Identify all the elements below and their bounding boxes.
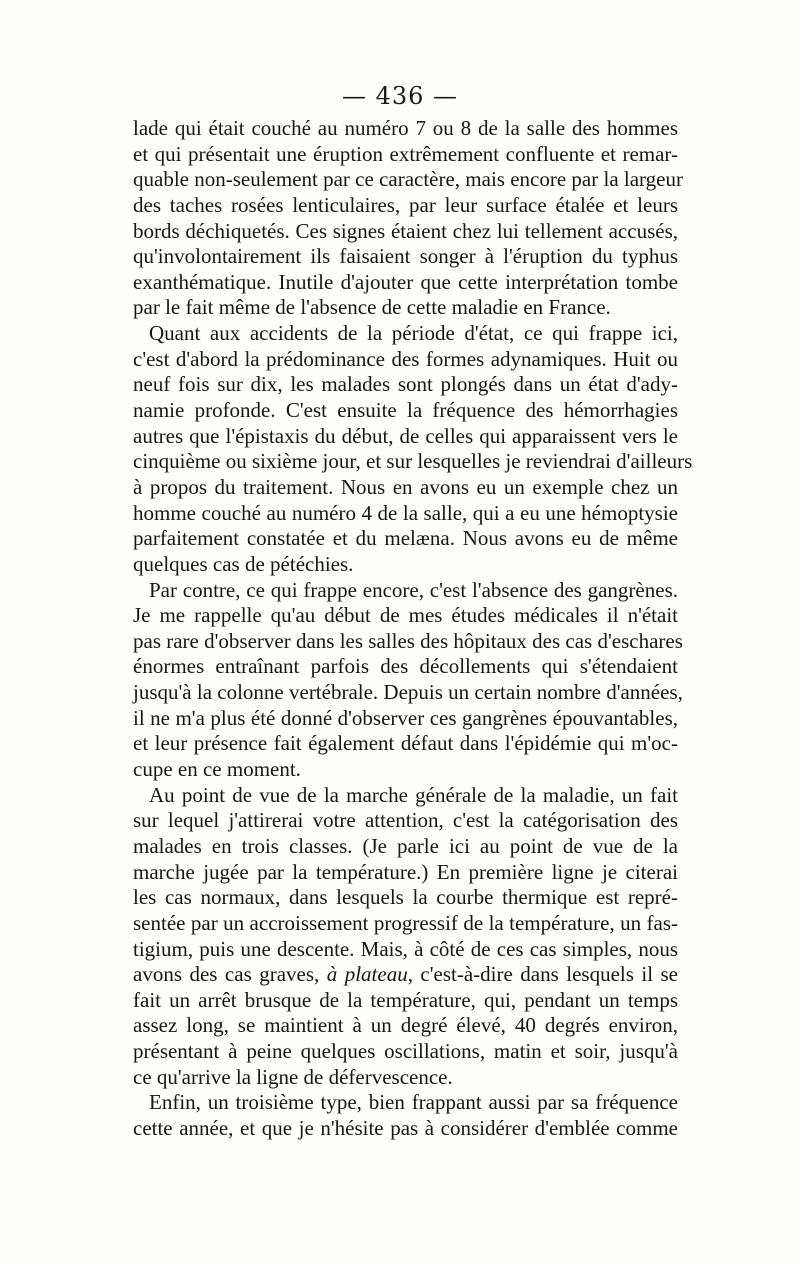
text-line: homme couché au numéro 4 de la salle, qui a eu une hémoptysie: [133, 500, 678, 525]
body-text: [133, 116, 693, 1142]
text-line: Je me rappelle qu'au début de mes études médicales il n'était: [133, 603, 678, 628]
text-line: namie profonde. C'est ensuite la fréquence des hémorrhagies: [133, 398, 678, 423]
text-line: assez long, se maintient à un degré élevé, 40 degrés environ,: [133, 1013, 678, 1038]
text-line: les cas normaux, dans lesquels la courbe thermique est repré-: [133, 885, 678, 910]
text-line: il ne m'a plus été donné d'observer ces gangrènes épouvantables,: [133, 705, 678, 730]
text-line: cette année, et que je n'hésite pas à considérer d'emblée comme: [133, 1115, 678, 1140]
text-line: fait un arrêt brusque de la température, qui, pendant un temps: [133, 987, 678, 1012]
text-line: et qui présentait une éruption extrêmement confluente et remar-: [133, 141, 678, 166]
text-segment: , c'est-à-dire dans lesquels il se: [407, 962, 678, 987]
text-line: par le fait même de l'absence de cette maladie en France.: [133, 295, 611, 320]
text-line: énormes entraînant parfois des décollements qui s'étendaient: [133, 654, 678, 679]
text-line: sentée par un accroissement progressif de la température, un fas-: [133, 910, 678, 935]
text-line: présentant à peine quelques oscillations, matin et soir, jusqu'à: [133, 1039, 678, 1064]
text-line: à propos du traitement. Nous en avons eu un exemple chez un: [133, 474, 678, 499]
paragraph-start-line: Au point de vue de la marche générale de la maladie, un fait: [149, 782, 678, 807]
text-line: ce qu'arrive la ligne de défervescence.: [133, 1064, 453, 1089]
text-line: cinquième ou sixième jour, et sur lesquelles je reviendrai d'ailleurs: [133, 449, 693, 474]
text-line: quelques cas de pétéchies.: [133, 551, 354, 576]
text-line: exanthématique. Inutile d'ajouter que cette interprétation tombe: [133, 269, 678, 294]
text-line: bords déchiquetés. Ces signes étaient chez lui tellement accusés,: [133, 218, 678, 243]
text-line: pas rare d'observer dans les salles des hôpitaux des cas d'eschares: [133, 628, 683, 653]
text-line: quable non-seulement par ce caractère, mais encore par la largeur: [133, 167, 683, 192]
text-line: malades en trois classes. (Je parle ici au point de vue de la: [133, 833, 678, 858]
text-line: qu'involontairement ils faisaient songer à l'éruption du typhus: [133, 244, 678, 269]
text-line: cupe en ce moment.: [133, 757, 301, 782]
text-line: parfaitement constatée et du melæna. Nous avons eu de même: [133, 526, 678, 551]
text-line: tigium, puis une descente. Mais, à côté de ces cas simples, nous: [133, 936, 678, 961]
text-line: des taches rosées lenticulaires, par leur surface étalée et leurs: [133, 192, 678, 217]
text-line: lade qui était couché au numéro 7 ou 8 de la salle des hommes: [133, 116, 678, 140]
text-line: autres que l'épistaxis du début, de celles qui apparaissent vers le: [133, 423, 678, 448]
text-line: jusqu'à la colonne vertébrale. Depuis un certain nombre d'années,: [133, 680, 683, 705]
italic-term: à plateau: [326, 962, 408, 987]
text-line: marche jugée par la température.) En première ligne je citerai: [133, 859, 678, 884]
paragraph-start-line: Enfin, un troisième type, bien frappant aussi par sa fréquence: [149, 1090, 678, 1115]
text-segment: avons des cas graves,: [133, 962, 327, 987]
paragraph-start-line: Par contre, ce qui frappe encore, c'est l'absence des gangrènes.: [149, 577, 678, 602]
text-line: et leur présence fait également défaut dans l'épidémie qui m'oc-: [133, 731, 678, 756]
text-line: c'est d'abord la prédominance des formes adynamiques. Huit ou: [133, 346, 678, 371]
paragraph-start-line: Quant aux accidents de la période d'état, ce qui frappe ici,: [149, 321, 678, 346]
page-number: — 436 —: [341, 82, 459, 110]
text-line: neuf fois sur dix, les malades sont plongés dans un état d'ady-: [133, 372, 678, 397]
text-line-with-italic: [133, 962, 678, 988]
text-line: sur lequel j'attirerai votre attention, c'est la catégorisation des: [133, 808, 678, 833]
